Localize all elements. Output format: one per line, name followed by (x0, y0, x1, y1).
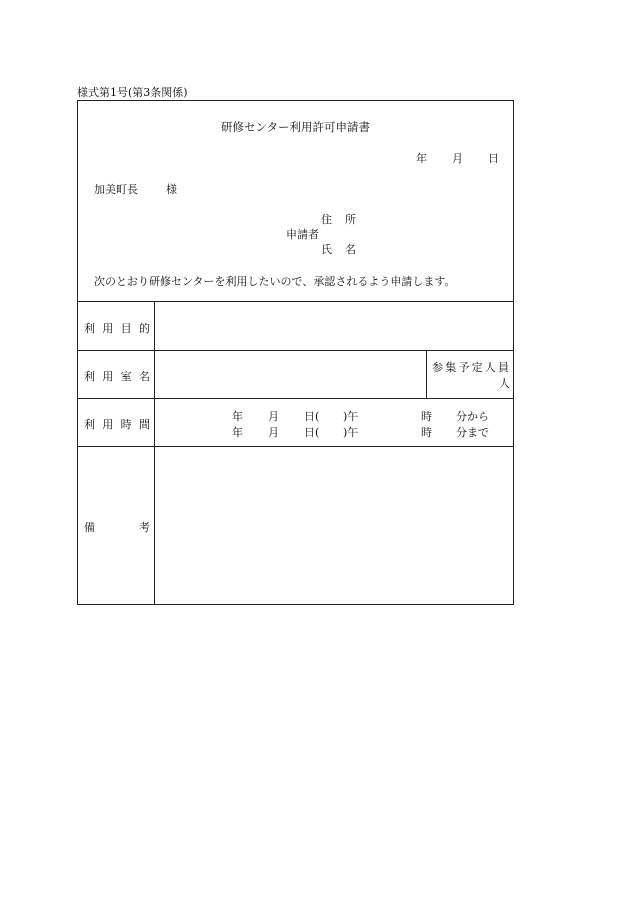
label-char: 利 (84, 418, 95, 431)
start-year: 年 (232, 410, 243, 423)
label-char: 人 (484, 361, 496, 374)
room-name-field[interactable] (156, 351, 424, 397)
label-char: 備 (84, 521, 95, 534)
form-title: 研修センター利用許可申請書 (220, 120, 371, 134)
name-label (321, 241, 356, 257)
end-minute: 分まで (456, 426, 489, 439)
end-day: 日( (304, 426, 320, 439)
room-label (84, 368, 150, 384)
application-statement: 次のとおり研修センターを利用したいので、承認されるよう申請します。 (94, 275, 456, 288)
date-year-label: 年 (416, 152, 427, 165)
label-char: 的 (138, 322, 150, 335)
label-char: 集 (445, 361, 457, 374)
remarks-label (84, 519, 150, 535)
name-label-char: 名 (345, 243, 356, 256)
end-period: )午 (343, 426, 359, 439)
label-char: 予 (458, 361, 470, 374)
address-label-char: 所 (345, 213, 356, 226)
start-day: 日( (304, 410, 320, 423)
address-label-char: 住 (321, 213, 332, 226)
label-column-divider (154, 301, 155, 604)
purpose-field[interactable] (156, 302, 512, 349)
label-char: 員 (497, 361, 509, 374)
label-char: 時 (120, 418, 132, 431)
label-char: 室 (120, 370, 132, 383)
attendees-divider (426, 350, 427, 398)
label-char: 名 (138, 370, 150, 383)
attendees-label (432, 359, 509, 375)
label-char: 目 (120, 322, 132, 335)
addressee-name: 加美町長 (94, 183, 138, 196)
divider-room (78, 398, 513, 399)
purpose-label (84, 320, 150, 336)
end-year: 年 (232, 426, 243, 439)
start-period: )午 (343, 410, 359, 423)
applicant-label: 申請者 (286, 228, 319, 241)
attendees-unit: 人 (499, 377, 510, 390)
name-label-char: 氏 (321, 243, 332, 256)
address-label (321, 211, 356, 227)
start-minute: 分から (456, 410, 489, 423)
start-month: 月 (268, 410, 279, 423)
date-day-label: 日 (488, 152, 499, 165)
remarks-field[interactable] (156, 447, 512, 603)
label-char: 用 (102, 418, 114, 431)
label-char: 用 (102, 322, 114, 335)
date-month-label: 月 (452, 152, 463, 165)
application-form (77, 100, 514, 605)
label-char: 参 (432, 361, 443, 374)
end-hour: 時 (421, 426, 432, 439)
label-char: 用 (102, 370, 114, 383)
label-char: 利 (84, 322, 95, 335)
label-char: 考 (139, 521, 150, 534)
start-hour: 時 (421, 410, 432, 423)
label-char: 定 (471, 361, 483, 374)
label-char: 利 (84, 370, 95, 383)
end-month: 月 (268, 426, 279, 439)
time-label (84, 416, 150, 432)
form-number-label: 様式第1号(第3条関係) (77, 86, 188, 99)
addressee-honorific: 様 (166, 183, 177, 196)
label-char: 間 (138, 418, 150, 431)
